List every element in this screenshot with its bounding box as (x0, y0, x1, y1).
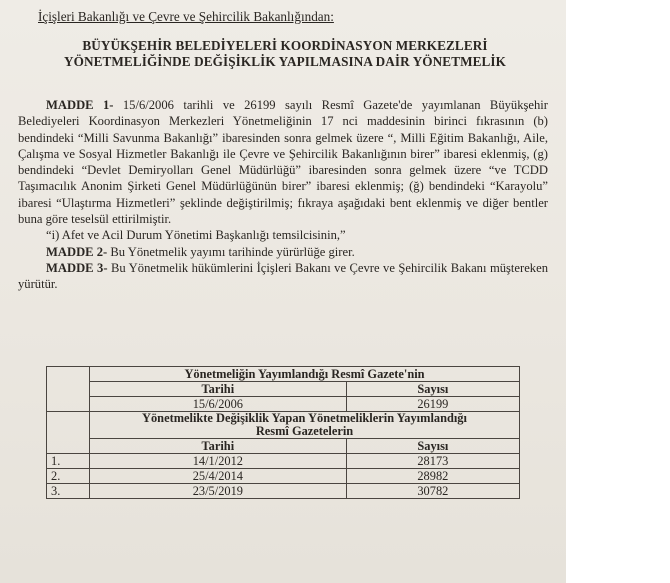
row-index: 2. (47, 469, 90, 484)
title-line-2: YÖNETMELİĞİNDE DEĞİŞİKLİK YAPILMASINA DAİR YÖNETMELİK (63, 54, 507, 69)
article-1-quote: “i) Afet ve Acil Durum Yönetimi Başkanlığı temsilcisinin,” (46, 228, 346, 243)
title-line-1: BÜYÜKŞEHİR BELEDİYELERİ KOORDİNASYON MERKEZLERİ (82, 38, 488, 53)
table-main-header: Yönetmeliğin Yayımlandığı Resmî Gazete'nin (90, 367, 520, 382)
table-amend-header-line-2: Resmî Gazetelerin (255, 424, 354, 438)
article-3 (18, 260, 548, 293)
table-amend-col-date: Tarihi (90, 439, 347, 454)
table-amend-header (90, 412, 520, 439)
row-num: 30782 (346, 484, 519, 499)
table-col-num: Sayısı (346, 382, 519, 397)
gazette-table (46, 366, 520, 499)
article-1-text: 15/6/2006 tarihli ve 26199 sayılı Resmî Gazete'de yayımlanan Büyükşehir Belediyeleri Koordinasyon Merkezleri Yönetmeliğinin 17 nci maddesinin birinci fıkrasının (b) bendindeki “Milli Savunma Bakanlığı” ibaresinden sonra gelmek üzere “, Milli Eğitim Bakanlığı, Aile, Çalışma ve Sosyal Hizmetler Bakanlığı ile Çevre ve Şehircilik Bakanlığının birer” ibaresi eklenmiş, (g) bendindeki “Devlet Demiryolları Genel Müdürlüğü” ibaresinden sonra gelmek üzere “ve TCDD Taşımacılık Anonim Şirketi Genel Müdürlüğünün birer” ibaresi eklenmiş; (ğ) bendindeki “Karayolu” ibaresi “Ulaştırma Hizmetleri” şeklinde değiştirilmiş; fıkraya aşağıdaki bent eklenmiş ve diğer bentler buna göre teselsül ettirilmiştir. (18, 98, 548, 227)
row-date: 23/5/2019 (90, 484, 347, 499)
table-row (47, 454, 520, 469)
article-2-label: MADDE 2- (46, 244, 108, 259)
issuing-ministries: İçişleri Bakanlığı ve Çevre ve Şehircilik Bakanlığından: (38, 9, 334, 24)
table-main-date: 15/6/2006 (90, 397, 347, 412)
regulation-body (18, 97, 548, 293)
table-row (47, 469, 520, 484)
blank-margin (566, 0, 670, 583)
row-num: 28173 (346, 454, 519, 469)
row-index: 1. (47, 454, 90, 469)
row-num: 28982 (346, 469, 519, 484)
article-1-label: MADDE 1- (46, 98, 114, 112)
article-3-text: Bu Yönetmelik hükümlerini İçişleri Bakanı ve Çevre ve Şehircilik Bakanı müştereken yürütür. (18, 260, 548, 292)
table-amend-header-line-1: Yönetmelikte Değişiklik Yapan Yönetmeliklerin Yayımlandığı (142, 411, 467, 425)
table-blank-cell-2 (47, 412, 90, 454)
row-index: 3. (47, 484, 90, 499)
table-row (47, 484, 520, 499)
article-3-label: MADDE 3- (46, 260, 108, 275)
table-col-date: Tarihi (90, 382, 347, 397)
table-main-num: 26199 (346, 397, 519, 412)
table-amend-col-num: Sayısı (346, 439, 519, 454)
article-2 (18, 244, 548, 260)
article-1 (18, 97, 548, 227)
article-2-text: Bu Yönetmelik yayımı tarihinde yürürlüğe girer. (107, 244, 355, 259)
row-date: 14/1/2012 (90, 454, 347, 469)
table-blank-cell (47, 367, 90, 412)
regulation-title (30, 38, 540, 70)
row-date: 25/4/2014 (90, 469, 347, 484)
